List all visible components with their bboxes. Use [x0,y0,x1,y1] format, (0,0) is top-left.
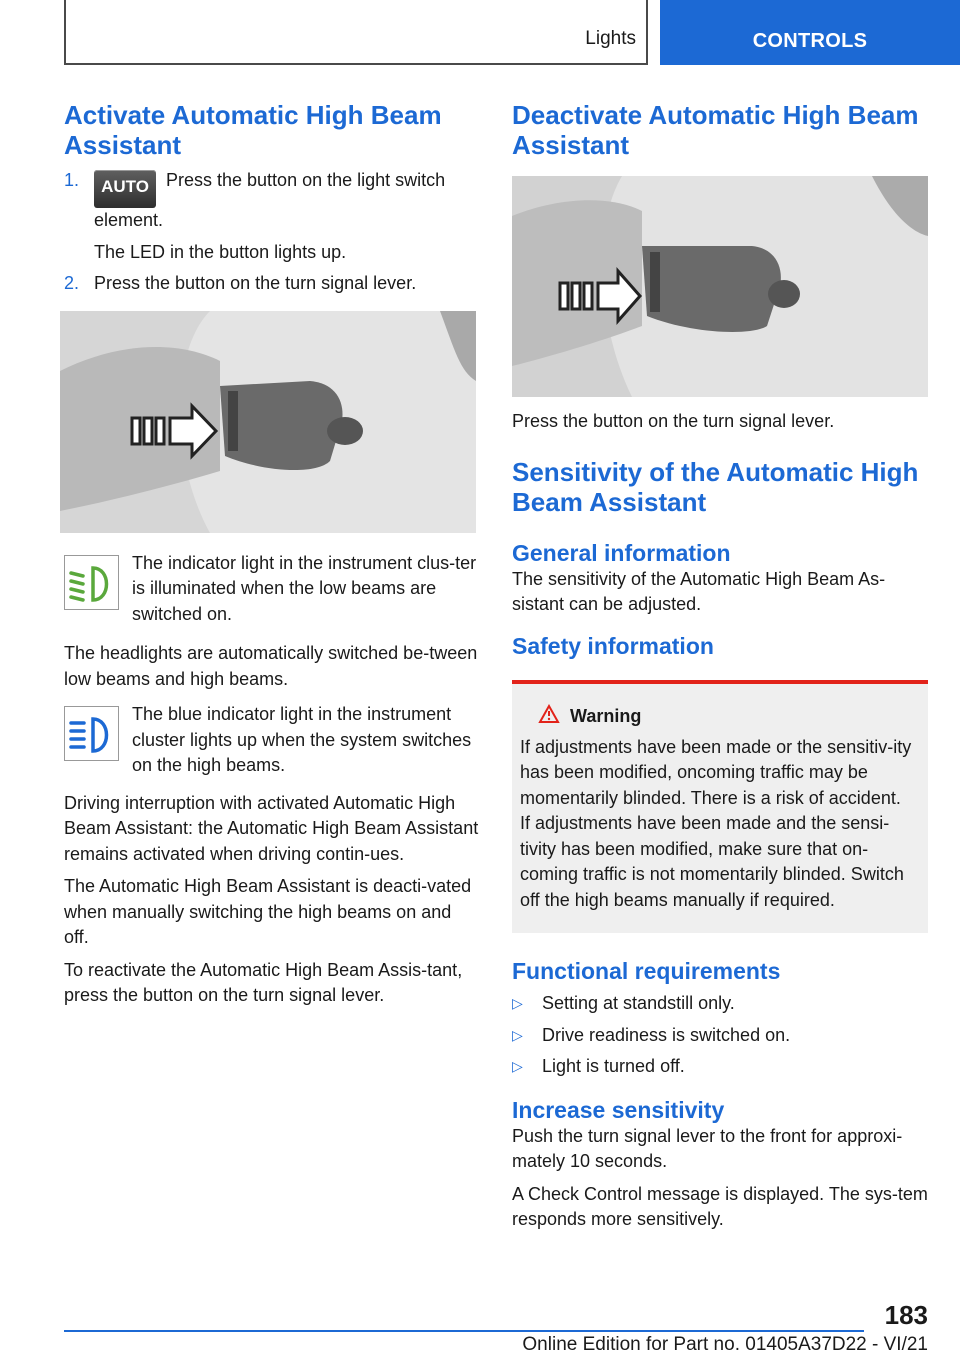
sensitivity-title: Sensitivity of the Automatic High Beam Assistant [512,456,919,517]
turn-signal-lever-photo-2 [512,176,928,397]
general-info-title: General information [512,539,731,566]
page-number: 183 [884,1300,928,1330]
deactivate-title: Deactivate Automatic High Beam Assistant [512,100,919,160]
bullet-triangle-icon: ▷ [512,1026,523,1043]
increase-sensitivity-title: Increase sensitivity [512,1096,725,1123]
deactivate-caption: Press the button on the turn signal lever. [512,411,835,431]
paragraph-deactivation: The Automatic High Beam Assistant is deacti-vated when manually switching the high beams on and off. [64,876,472,947]
step-2-number: 2. [64,273,80,293]
list-item: ▷ Drive readiness is switched on. [512,1023,928,1049]
edition-text: Online Edition for Part no. 01405A37D22 - VI/21 [522,1334,928,1355]
warning-label: Warning [570,705,642,726]
warning-header [520,704,920,729]
auto-button-icon: AUTO [94,170,156,208]
turn-signal-lever-photo-1 [60,311,476,533]
list-item: ▷ Light is turned off. [512,1054,928,1080]
increase-paragraph-1: Push the turn signal lever to the front for approxi-mately 10 seconds. [512,1125,903,1171]
low-beam-indicator-text: The indicator light in the instrument clus-ter is illuminated when the low beams are switched on. [132,552,477,624]
requirements-list [512,991,928,1080]
high-beam-indicator-text: The blue indicator light in the instrument cluster lights up when the system switches on the high beams. [132,704,472,775]
general-info-text: The sensitivity of the Automatic High Beam As-sistant can be adjusted. [512,568,886,614]
paragraph-switching: The headlights are automatically switched be-tween low beams and high beams. [64,643,478,689]
safety-info-title: Safety information [512,632,714,659]
right-column [512,100,928,1233]
activate-title: Activate Automatic High Beam Assistant [64,100,442,160]
low-beam-indicator-icon [64,555,119,610]
header-box [64,0,648,65]
step-1-note: The LED in the button lights up. [94,241,347,262]
warning-paragraph-2: If adjustments have been made and the sensi-tivity has been modified, make sure that on-coming traffic is not momentarily blinded. Switch off the high beams manually if required. [520,813,904,910]
footer-divider [64,1330,864,1332]
high-beam-indicator-icon [64,706,119,761]
paragraph-reactivation: To reactivate the Automatic High Beam Assis-tant, press the button on the turn signal lever. [64,959,463,1005]
section-label: Lights [585,28,636,49]
warning-box [512,680,928,934]
list-item: ▷ Setting at standstill only. [512,991,928,1017]
low-beam-indicator-row [64,551,480,628]
step-1-number: 1. [64,170,80,190]
chapter-tab: CONTROLS [660,0,960,65]
step-1 [64,168,480,265]
step-1-text: Press the button on the light switch element. [94,170,446,230]
bullet-triangle-icon: ▷ [512,995,523,1011]
step-2 [64,271,480,297]
high-beam-indicator-row [64,702,480,779]
paragraph-driving-interruption: Driving interruption with activated Automatic High Beam Assistant: the Automatic High Beam Assistant remains activated when driving contin-ues. [64,792,479,864]
increase-paragraph-2: A Check Control message is displayed. The sys-tem responds more sensitively. [512,1183,928,1229]
functional-requirements-title: Functional requirements [512,958,781,984]
bullet-triangle-icon: ▷ [512,1058,523,1074]
left-column [64,100,480,1009]
warning-triangle-icon [538,704,560,729]
step-2-text: Press the button on the turn signal lever. [94,273,417,293]
warning-paragraph-1: If adjustments have been made or the sensitiv-ity has been modified, oncoming traffic may be momentarily blinded. There is a risk of accident. [520,736,912,808]
